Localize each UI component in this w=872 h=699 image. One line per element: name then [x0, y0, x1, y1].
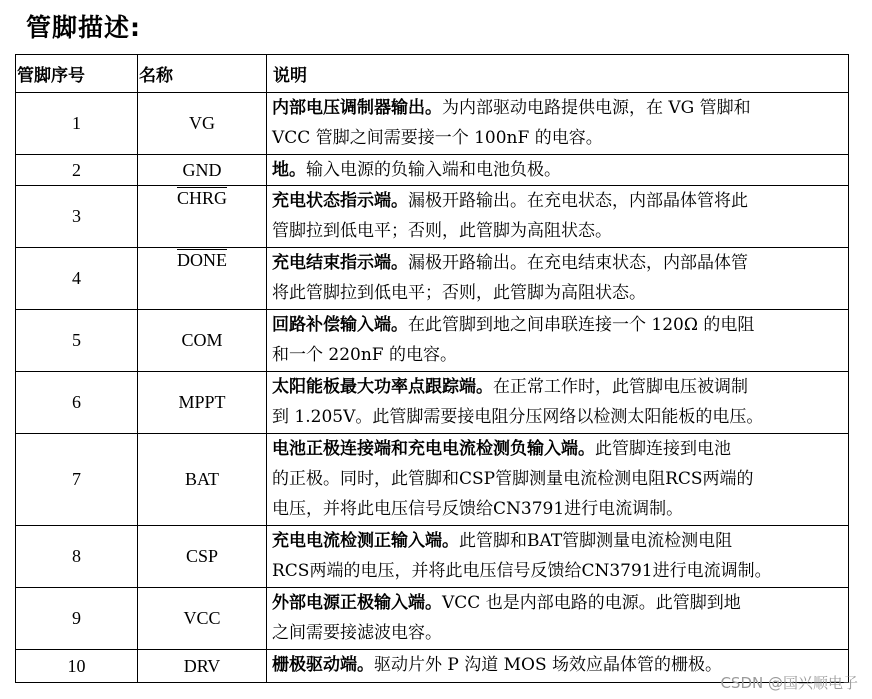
- description-line: 管脚拉到低电平；否则，此管脚为高阻状态。: [272, 221, 612, 241]
- pin-name-text: VG: [189, 113, 215, 133]
- description-line: VCC 也是内部电路的电源。此管脚到地: [442, 593, 741, 613]
- description-lead: 充电结束指示端。: [272, 253, 408, 273]
- pin-name: [138, 650, 267, 683]
- pin-number: 1: [16, 93, 138, 155]
- pin-name: [138, 434, 267, 526]
- pin-name-text: CSP: [185, 546, 219, 566]
- table-row: [16, 248, 849, 310]
- watermark: CSDN @国兴顺电子: [720, 674, 858, 692]
- description-line: RCS两端的电压，并将此电压信号反馈给CN3791进行电流调制。: [272, 561, 772, 581]
- pin-number: 10: [16, 650, 138, 683]
- header-description: 说明: [267, 55, 849, 93]
- pin-description: [267, 588, 849, 650]
- description-line: 之间需要接滤波电容。: [272, 623, 442, 643]
- pin-description: [267, 186, 849, 248]
- pin-number: 4: [16, 248, 138, 310]
- description-lead: 地。: [272, 160, 306, 180]
- pin-description: [267, 248, 849, 310]
- description-line: 此管脚连接到电池: [595, 439, 731, 459]
- description-lead: 充电电流检测正输入端。: [272, 531, 459, 551]
- table-row: [16, 155, 849, 186]
- description-line: 此管脚和BAT管脚测量电流检测电阻: [459, 531, 733, 551]
- pin-number: 7: [16, 434, 138, 526]
- pin-name: [138, 372, 267, 434]
- description-lead: 内部电压调制器输出。: [272, 98, 442, 118]
- pin-description: [267, 310, 849, 372]
- description-line: 在正常工作时，此管脚电压被调制: [493, 377, 748, 397]
- table-header-row: [16, 55, 849, 93]
- pin-name: [138, 526, 267, 588]
- pin-name-text: CHRG: [176, 188, 227, 208]
- pin-number: 2: [16, 155, 138, 186]
- table-row: [16, 434, 849, 526]
- header-pin-name: 名称: [138, 55, 267, 93]
- description-line: 漏极开路输出。在充电结束状态，内部晶体管: [408, 253, 748, 273]
- pin-description: [267, 93, 849, 155]
- description-lead: 回路补偿输入端。: [272, 315, 408, 335]
- pin-description: [267, 434, 849, 526]
- pin-number: 3: [16, 186, 138, 248]
- table-row: [16, 372, 849, 434]
- table-row: [16, 310, 849, 372]
- description-line: 为内部驱动电路提供电源，在 VG 管脚和: [442, 98, 751, 118]
- pin-name-text: BAT: [184, 469, 219, 489]
- pin-name: [138, 248, 267, 310]
- pin-name: [138, 310, 267, 372]
- description-lead: 充电状态指示端。: [272, 191, 408, 211]
- pin-description: [267, 155, 849, 186]
- pin-name: [138, 93, 267, 155]
- pin-name-text: MPPT: [178, 392, 226, 412]
- pin-number: 9: [16, 588, 138, 650]
- description-lead: 太阳能板最大功率点跟踪端。: [272, 377, 493, 397]
- description-line: 将此管脚拉到低电平；否则，此管脚为高阻状态。: [272, 283, 646, 303]
- table-row: [16, 526, 849, 588]
- pin-name: [138, 588, 267, 650]
- section-heading: 管脚描述:: [26, 13, 141, 42]
- table-row: [16, 93, 849, 155]
- pin-number: 5: [16, 310, 138, 372]
- description-line: VCC 管脚之间需要接一个 100nF 的电容。: [272, 128, 603, 148]
- pin-name-text: DONE: [177, 250, 227, 270]
- pin-name-text: COM: [181, 330, 223, 350]
- pin-description: [267, 526, 849, 588]
- description-line: 在此管脚到地之间串联连接一个 120Ω 的电阻: [408, 315, 755, 335]
- description-line: 输入电源的负输入端和电池负极。: [306, 160, 561, 180]
- description-line: 电压，并将此电压信号反馈给CN3791进行电流调制。: [272, 499, 684, 519]
- description-line: 的正极。同时，此管脚和CSP管脚测量电流检测电阻RCS两端的: [272, 469, 754, 489]
- description-line: 漏极开路输出。在充电状态，内部晶体管将此: [408, 191, 748, 211]
- description-line: 驱动片外 P 沟道 MOS 场效应晶体管的栅极。: [374, 655, 723, 675]
- description-lead: 电池正极连接端和充电电流检测负输入端。: [272, 439, 595, 459]
- pin-name: [138, 155, 267, 186]
- pin-name: [138, 186, 267, 248]
- table-row: [16, 186, 849, 248]
- pin-name-text: GND: [182, 159, 222, 180]
- pin-description: [267, 372, 849, 434]
- table-row: [16, 588, 849, 650]
- description-line: 到 1.205V。此管脚需要接电阻分压网络以检测太阳能板的电压。: [272, 407, 764, 427]
- description-line: 和一个 220nF 的电容。: [272, 345, 457, 365]
- description-lead: 栅极驱动端。: [272, 655, 374, 675]
- pin-description-table: [15, 54, 849, 683]
- pin-number: 8: [16, 526, 138, 588]
- description-lead: 外部电源正极输入端。: [272, 593, 442, 613]
- pin-name-text: VCC: [183, 608, 221, 628]
- pin-name-text: DRV: [183, 655, 221, 676]
- pin-number: 6: [16, 372, 138, 434]
- header-pin-number: 管脚序号: [16, 55, 138, 93]
